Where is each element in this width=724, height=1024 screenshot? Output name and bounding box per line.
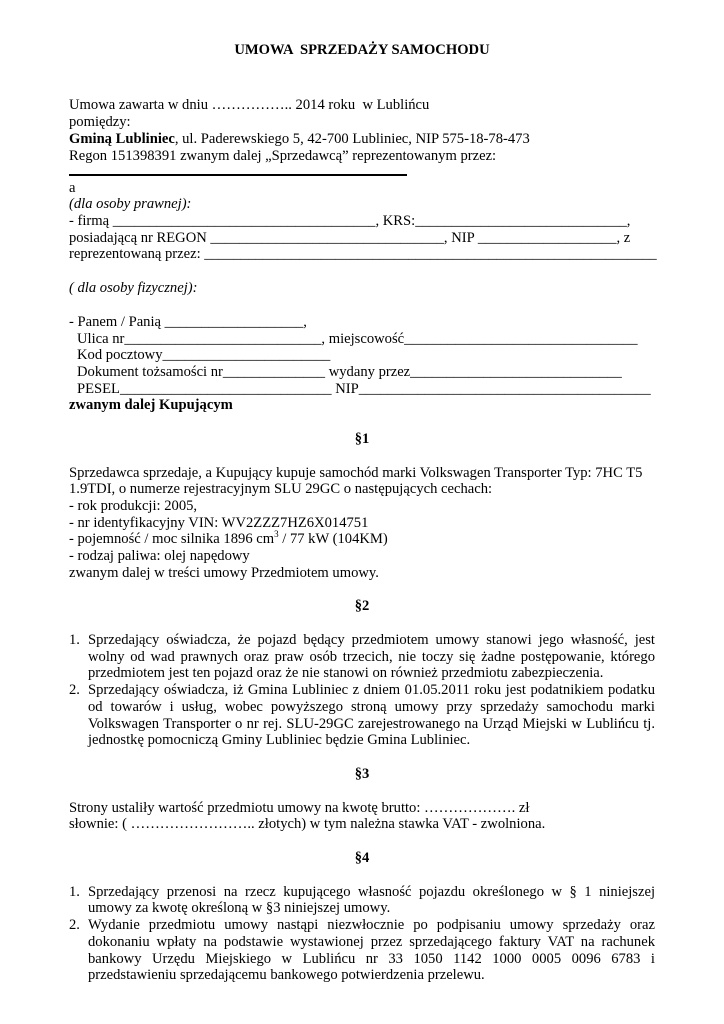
and-line: a xyxy=(69,180,76,196)
s2-item-1-number: 1. xyxy=(69,632,80,648)
s2-item-1-line-3: przedmiotem jest ten pojazd oraz że nie stanowi on również przedmiotu zabezpieczenia. xyxy=(88,665,604,681)
seller-line xyxy=(69,131,530,148)
represented-line: reprezentowaną przez: ______________________________________________________________ xyxy=(69,246,657,262)
section-1-heading: §1 xyxy=(354,431,370,447)
s4-item-1-number: 1. xyxy=(69,884,80,900)
s3-line-1: Strony ustaliły wartość przedmiotu umowy na kwotę brutto: ………………. zł xyxy=(69,800,530,816)
buyer-line: zwanym dalej Kupującym xyxy=(69,397,233,413)
s4-item-2-number: 2. xyxy=(69,917,80,933)
s3-line-2: słownie: ( …………………….. złotych) w tym należna stawka VAT - zwolniona. xyxy=(69,816,546,832)
legal-person-heading: (dla osoby prawnej): xyxy=(69,196,192,212)
postal-line: Kod pocztowy_______________________ xyxy=(77,347,331,363)
firm-line: - firmą ____________________________________, KRS:_____________________________, xyxy=(69,213,631,229)
s2-item-1-line-1: Sprzedający oświadcza, że pojazd będący przedmiotem umowy stanowi jego własność, jest xyxy=(88,632,655,648)
s1-line-5: - pojemność / moc silnika 1896 $cm^3 / 77$ kW (104KM) xyxy=(69,529,388,547)
representative-blank-line xyxy=(69,174,407,176)
document-title: UMOWA SPRZEDAŻY SAMOCHODU xyxy=(234,42,490,58)
natural-person-heading: ( dla osoby fizycznej): xyxy=(69,280,198,296)
s2-item-1-line-2: wolny od wad prawnych oraz praw osób trzecich, nie toczy się żadne postępowanie, którego xyxy=(88,649,655,665)
s4-item-2-line-1: Wydanie przedmiotu umowy nastąpi niezwłocznie po podpisaniu umowy sprzedaży oraz xyxy=(88,917,655,933)
s2-item-2-line-4: jednostkę pomocniczą Gminy Lubliniec będzie Gmina Lubliniec. xyxy=(88,732,471,748)
s4-item-1-line-2: umowy za kwotę określoną w §3 niniejszej umowy. xyxy=(88,900,391,916)
s1-line-6: - rodzaj paliwa: olej napędowy xyxy=(69,548,250,564)
seller-address: , ul. Paderewskiego 5, 42-700 Lubliniec, NIP 575-18-78-473 xyxy=(174,131,530,147)
intro-line-2: pomiędzy: xyxy=(69,114,131,130)
s4-item-2-line-4: przedstawieniu sprzedającemu bankowego potwierdzenia przelewu. xyxy=(88,967,485,983)
pesel-line: PESEL_____________________________ NIP________________________________________ xyxy=(77,381,651,397)
person-line: - Panem / Panią ___________________, xyxy=(69,314,307,330)
section-4-heading: §4 xyxy=(354,850,370,866)
s2-item-2-line-2: od towarów i usług, wobec powyższego stroną umowy przy sprzedaży samochodu marki xyxy=(88,699,655,715)
s2-item-2-line-3: Volkswagen Transporter o nr rej. SLU-29GC zarejestrowanego na Urząd Miejski w Lublińcu tj. xyxy=(88,716,655,732)
regon-nip-line: posiadającą nr REGON ________________________________, NIP ___________________, z xyxy=(69,230,631,246)
s1-line-2: 1.9TDI, o numerze rejestracyjnym SLU 29GC o następujących cechach: xyxy=(69,481,493,497)
s1-line-3: - rok produkcji: 2005, xyxy=(69,498,198,514)
s1-line-1: Sprzedawca sprzedaje, a Kupujący kupuje samochód marki Volkswagen Transporter Typ: 7HC T5 xyxy=(69,465,643,481)
regon-line: Regon 151398391 zwanym dalej „Sprzedawcą” reprezentowanym przez: xyxy=(69,148,497,164)
street-line: Ulica nr___________________________, miejscowość________________________________ xyxy=(77,331,638,347)
id-document-line: Dokument tożsamości nr______________ wydany przez_____________________________ xyxy=(77,364,622,380)
s1-line-4: - nr identyfikacyjny VIN: WV2ZZZ7HZ6X014751 xyxy=(69,515,369,531)
s4-item-2-line-3: bankowy Urzędu Miejskiego w Lublińcu nr 33 1050 1142 1000 0005 0096 6783 i xyxy=(88,951,655,967)
intro-line-1: Umowa zawarta w dniu …………….. 2014 roku w Lublińcu xyxy=(69,97,430,113)
seller-name: Gminą Lubliniec xyxy=(69,131,175,147)
s2-item-2-number: 2. xyxy=(69,682,80,698)
s1-line-7: zwanym dalej w treści umowy Przedmiotem umowy. xyxy=(69,565,379,581)
section-3-heading: §3 xyxy=(354,766,370,782)
section-2-heading: §2 xyxy=(354,598,370,614)
s2-item-2-line-1: Sprzedający oświadcza, iż Gmina Lubliniec z dniem 01.05.2011 roku jest podatnikiem podatku xyxy=(88,682,655,698)
s4-item-1-line-1: Sprzedający przenosi na rzecz kupującego własność pojazdu określonego w § 1 niniejszej xyxy=(88,884,655,900)
s4-item-2-line-2: dokonaniu wpłaty na podstawie wystawionej przez sprzedającego faktury VAT na rachunek xyxy=(88,934,655,950)
